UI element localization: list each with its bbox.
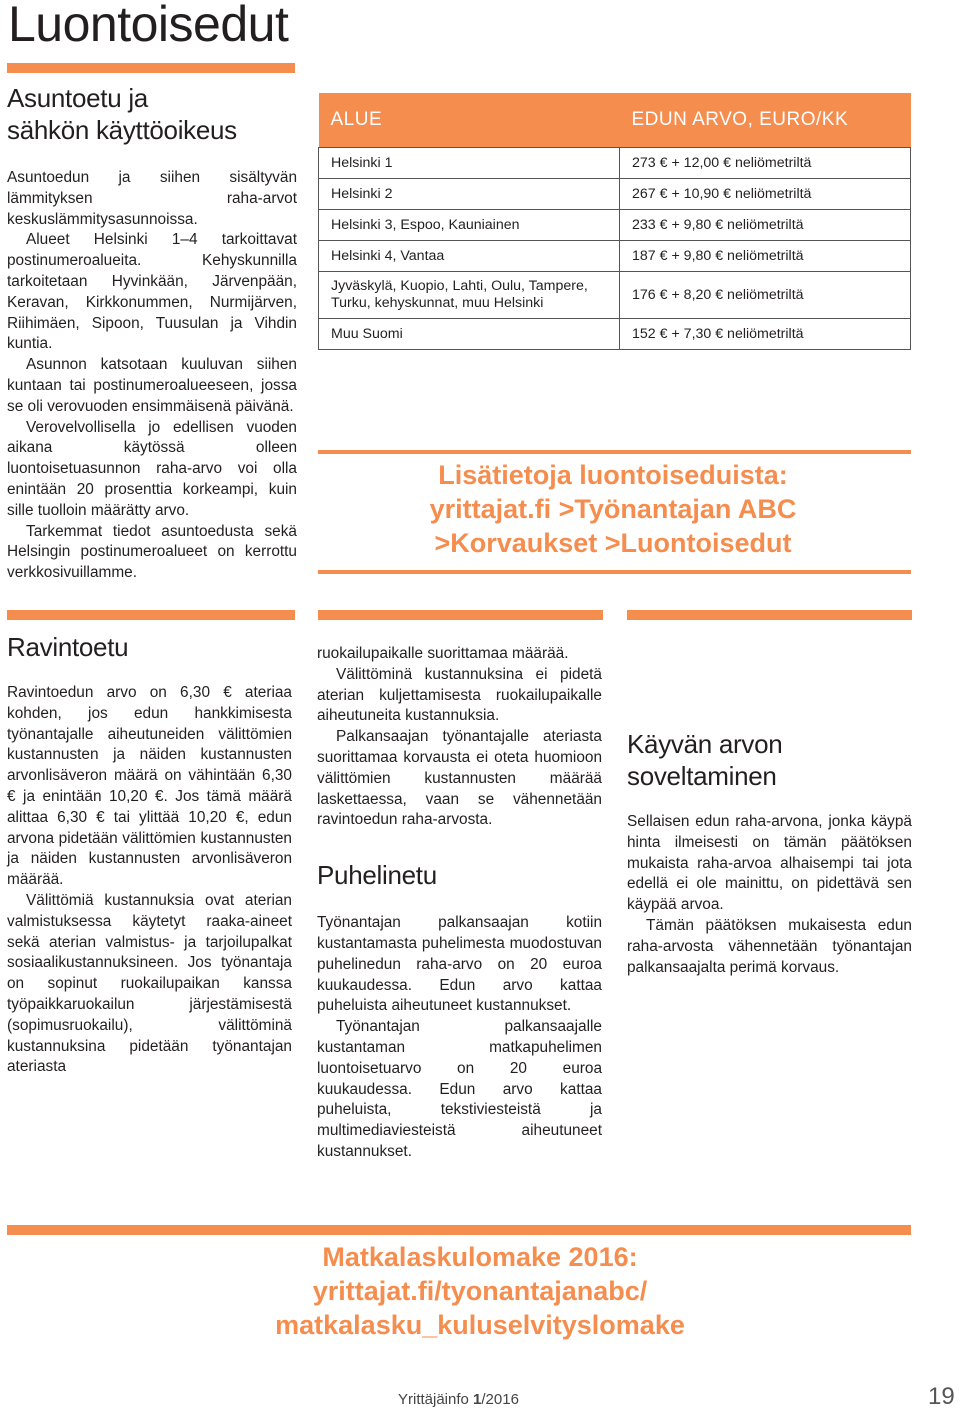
asunto-paragraph: Asunnon katsotaan kuuluvan siihen kuntaan tai postinumeroalueeseen, jossa se oli verovuoden ensimmäisenä päivänä. (7, 356, 297, 415)
kayvan-column (627, 644, 912, 978)
asunto-paragraph: Tarkemmat tiedot asuntoedusta sekä Helsingin postinumeroalueet on kerrottu verkkosivuillamme. (7, 522, 297, 582)
lisatietoja-rule-bottom (318, 570, 911, 574)
asunto-heading (7, 82, 297, 146)
ravinto-paragraph: Välittömiä kustannuksia ovat aterian valmistuksessa käytetyt raaka-aineet sekä aterian valmistus- ja tarjoilupalkat sosiaalikustannuksineen. Jos työnantaja on sopinut ruokailupaikan kanssa työpaikkaruokailun järjestämisestä (sopimusruokailu), välittöminä kustannuksina pidetään työnantajan ateriasta (7, 891, 292, 1076)
asunto-body (7, 168, 297, 584)
matka-box (200, 1240, 760, 1342)
footer-year: /2016 (481, 1391, 519, 1408)
ravinto-paragraph: Välittöminä kustannuksina ei pidetä aterian kuljettamisesta ruokailupaikalle aiheutuneita kustannuksia. (317, 665, 602, 725)
matka-rule (7, 1225, 911, 1235)
lisatietoja-box (318, 458, 908, 560)
kayvan-heading-line2: soveltaminen (627, 761, 777, 791)
asunto-paragraph: Asuntoedun ja siihen sisältyvän lämmityksen raha-arvot keskuslämmitysasunnoissa. (7, 169, 297, 228)
table-cell-value: 273 € + 12,00 € neliömetriltä (620, 148, 911, 179)
table-row (319, 179, 911, 210)
table-row (319, 272, 911, 319)
asunto-paragraph: Alueet Helsinki 1–4 tarkoittavat postinumeroalueita. Kehyskunnilla tarkoitetaan Hyvinkään, Järvenpään, Keravan, Kirkkonummen, Nurmijärven, Riihimäen, Sipoon, Tuusulan ja Vihdin kuntia. (7, 231, 297, 353)
lisatietoja-rule-top (318, 450, 911, 454)
lisatietoja-link-path-2[interactable]: >Korvaukset >Luontoisedut (434, 528, 792, 558)
kayvan-paragraph: Sellaisen edun raha-arvona, jonka käypä hinta ilmeisesti on tämän päätöksen mukaista raha-arvoa alhaisempi tai jota edellä ei ole mainittu, on pidettävä sen käypää arvoa. (627, 813, 912, 914)
table-cell-area: Helsinki 4, Vantaa (319, 241, 620, 272)
table-cell-value: 187 € + 9,80 € neliömetriltä (620, 241, 911, 272)
table-cell-value: 152 € + 7,30 € neliömetriltä (620, 319, 911, 350)
benefit-table (318, 93, 911, 350)
kayvan-paragraph: Tämän päätöksen mukaisesta edun raha-arvosta vähennetään työnantajan palkansaajalta perimä korvaus. (627, 916, 912, 976)
ravinto-body-2 (317, 644, 602, 831)
table-row (319, 148, 911, 179)
kayvan-heading (627, 728, 912, 792)
table-cell-value: 233 € + 9,80 € neliömetriltä (620, 210, 911, 241)
matka-link[interactable]: yrittajat.fi/tyonantajanabc/ (312, 1276, 648, 1306)
table-header-row (319, 93, 911, 148)
asunto-heading-line1: Asuntoetu ja (7, 83, 148, 113)
table-cell-area: Helsinki 1 (319, 148, 620, 179)
lisatietoja-line1: Lisätietoja luontoiseduista: (438, 460, 788, 490)
footer-issue: 1 (473, 1391, 482, 1408)
section-rule-col3 (627, 610, 912, 620)
section-rule-ravinto (7, 610, 295, 620)
asunto-heading-line2: sähkön käyttöoikeus (7, 115, 237, 145)
asunto-paragraph: Verovelvollisella jo edellisen vuoden aikana käytössä olleen luontoisetuasunnon raha-arvo voi olla enintään 20 prosenttia korkeampi, kuin sille tuolloin määrätty arvo. (7, 418, 297, 519)
ravinto-paragraph: ruokailupaikalle suorittamaa määrää. (317, 645, 569, 662)
table-cell-area: Jyväskylä, Kuopio, Lahti, Oulu, Tampere, Turku, kehyskunnat, muu Helsinki (319, 272, 620, 319)
matka-line1: Matkalaskulomake 2016: (322, 1242, 638, 1272)
page-title: Luontoisedut (8, 0, 289, 52)
footer-publication-name: Yrittäjäinfo (398, 1391, 469, 1408)
matka-link-2[interactable]: matkalasku_kuluselvityslomake (275, 1310, 685, 1340)
table-header-value: EDUN ARVO, EURO/KK (620, 93, 911, 148)
page-number: 19 (928, 1383, 955, 1410)
table-cell-area: Helsinki 2 (319, 179, 620, 210)
table-row (319, 241, 911, 272)
table-row (319, 210, 911, 241)
puhelin-heading: Puhelinetu (317, 860, 437, 891)
lisatietoja-link-path[interactable]: yrittajat.fi >Työnantajan ABC (429, 494, 797, 524)
footer-publication (398, 1391, 519, 1408)
section-rule-asunto (7, 63, 295, 73)
asunto-section (7, 82, 297, 584)
puhelin-paragraph: Työnantajan palkansaajalle kustantaman matkapuhelimen luontoisetuarvo on 20 euroa kuukaudessa. Edun arvo kattaa puheluista, tekstiviesteistä ja multimediaviesteistä aiheutuneet kustannukset. (317, 1018, 602, 1160)
ravinto-continued (317, 644, 602, 1163)
ravinto-body (7, 683, 292, 1078)
kayvan-body (627, 812, 912, 978)
ravinto-heading: Ravintoetu (7, 632, 129, 662)
ravinto-paragraph: Palkansaajan työnantajalle ateriasta suorittamaa korvausta ei oteta huomioon välittömien kustannusten määrää laskettaessa, vaan se vähennetään ravintoedun raha-arvosta. (317, 728, 602, 829)
table-cell-value: 176 € + 8,20 € neliömetriltä (620, 272, 911, 319)
kayvan-heading-line1: Käyvän arvon (627, 729, 783, 759)
table-cell-value: 267 € + 10,90 € neliömetriltä (620, 179, 911, 210)
ravinto-paragraph: Ravintoedun arvo on 6,30 € ateriaa kohden, jos edun hankkimisesta työnantajalle aiheutuneiden välittömien kustannusten ja näiden kustannusten arvonlisäveron määrä on vähintään 6,30 € ja enintään 10,20 €. Jos tämä määrä alittaa 6,30 € tai ylittää 10,20 €, edun arvona pidetään välittömien kustannusten ja näiden kustannusten arvonlisäveron määrää. (7, 684, 292, 889)
section-rule-col2 (318, 610, 603, 620)
ravinto-section (7, 631, 292, 1078)
puhelin-body (317, 913, 602, 1163)
table-cell-area: Muu Suomi (319, 319, 620, 350)
puhelin-overflow-spacer (627, 644, 912, 728)
table-row (319, 319, 911, 350)
table-header-area: ALUE (319, 93, 620, 148)
table-cell-area: Helsinki 3, Espoo, Kauniainen (319, 210, 620, 241)
puhelin-paragraph: Työnantajan palkansaajan kotiin kustantamasta puhelimesta muodostuvan puhelinedun raha-arvo on 20 euroa kuukaudessa. Edun arvo kattaa puheluista aiheutuneet kustannukset. (317, 914, 602, 1015)
